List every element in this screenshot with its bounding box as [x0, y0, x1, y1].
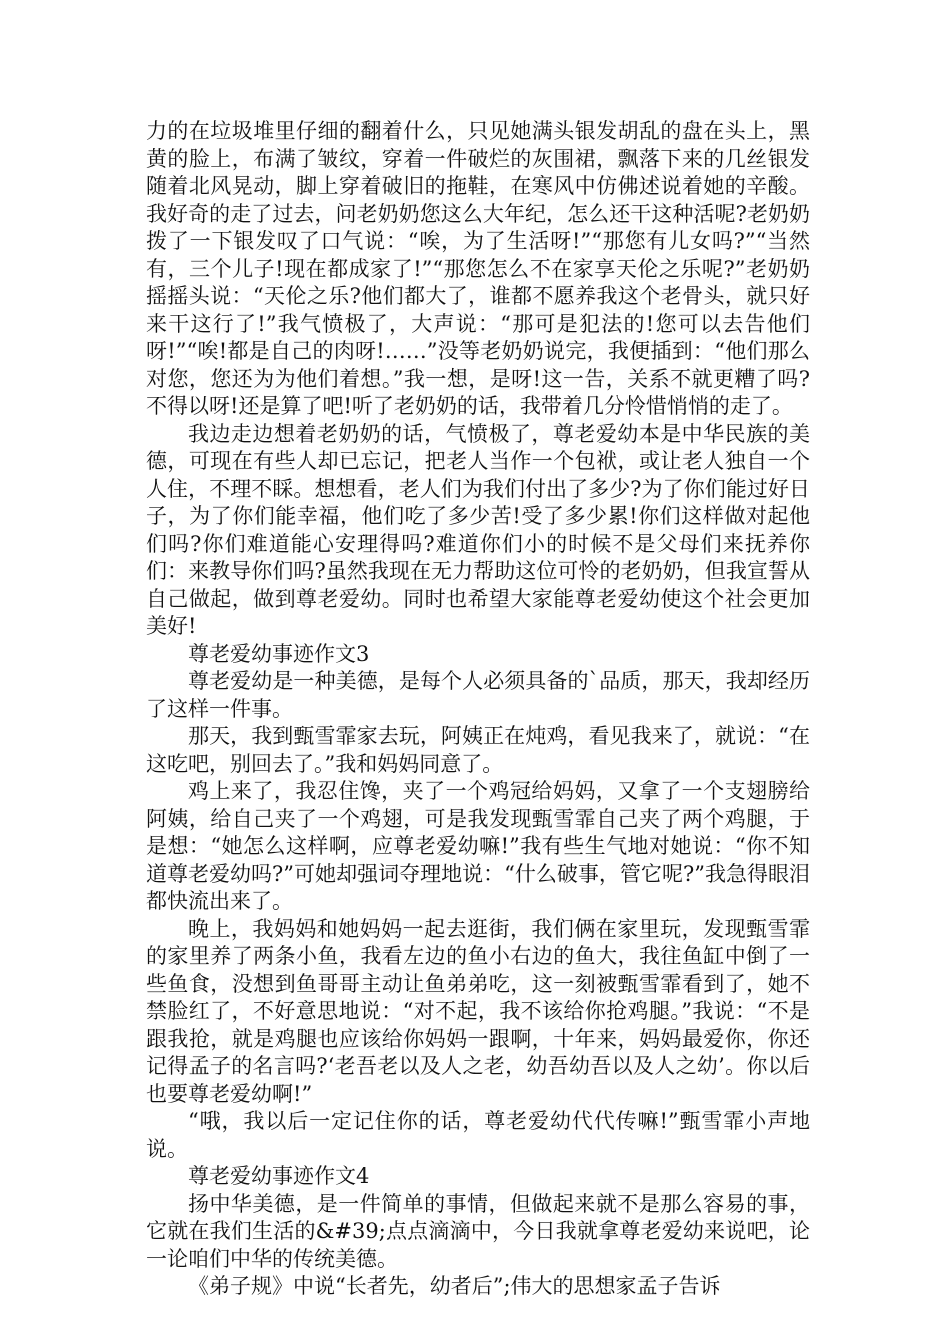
paragraph-1: 力的在垃圾堆里仔细的翻着什么，只见她满头银发胡乱的盘在头上，黑黄的脸上，布满了皱纹，穿着一件破烂的灰围裙，飘落下来的几丝银发随着北风晃动，脚上穿着破旧的拖鞋，在寒风中仿佛述说着她的辛酸。我好奇的走了过去，问老奶奶您这么大年纪，怎么还干这种活呢?老奶奶拨了一下银发叹了口气说：“唉，为了生活呀!”“那您有儿女吗?”“当然有，三个儿子!现在都成家了!”“那您怎么不在家享天伦之乐呢?”老奶奶摇摇头说：“天伦之乐?他们都大了，谁都不愿养我这个老骨头，就只好来干这行了!”我气愤极了，大声说：“那可是犯法的!您可以去告他们呀!”“唉!都是自己的肉呀!……”没等老奶奶说完，我便插到：“他们那么对您，您还为为他们着想。”我一想，是呀!这一告，关系不就更糟了吗?不得以呀!还是算了吧!听了老奶奶的话，我带着几分怜惜悄悄的走了。 [146, 119, 810, 418]
paragraph-6: 晚上，我妈妈和她妈妈一起去逛街，我们俩在家里玩，发现甄雪霏的家里养了两条小鱼，我看左边的鱼小右边的鱼大，我往鱼缸中倒了一些鱼食，没想到鱼哥哥主动让鱼弟弟吃，这一刻被甄雪霏看到了，她不禁脸红了，不好意思地说：“对不起，我不该给你抢鸡腿。”我说：“不是跟我抢，就是鸡腿也应该给你妈妈一跟啊，十年来，妈妈最爱你，你还记得孟子的名言吗?‘老吾老以及人之老，幼吾幼吾以及人之幼’。你以后也要尊老爱幼啊!” [146, 916, 810, 1106]
paragraph-9: 《弟子规》中说“长者先，幼者后”;伟大的思想家孟子告诉 [188, 1274, 721, 1298]
section-heading-4: 尊老爱幼事迹作文4 [188, 1164, 370, 1188]
document-body [146, 118, 810, 1301]
paragraph-2: 我边走边想着老奶奶的话，气愤极了，尊老爱幼本是中华民族的美德，可现在有些人却已忘记，把老人当作一个包袱，或让老人独自一个人住，不理不睬。想想看，老人们为我们付出了多少?为了你们能过好日子，为了你们能幸福，他们吃了多少苦!受了多少累!你们这样做对起他们吗?你们难道能心安理得吗?难道你们小的时候不是父母们来抚养你们：来教导你们吗?虽然我现在无力帮助这位可怜的老奶奶，但我宣誓从自己做起，做到尊老爱幼。同时也希望大家能尊老爱幼使这个社会更加美好! [146, 421, 810, 638]
paragraph-5: 鸡上来了，我忍住馋，夹了一个鸡冠给妈妈，又拿了一个支翅膀给阿姨，给自己夹了一个鸡翅，可是我发现甄雪霏自己夹了两个鸡腿，于是想：“她怎么这样啊，应尊老爱幼嘛!”我有些生气地对她说：“你不知道尊老爱幼吗?”可她却强词夺理地说：“什么破事，管它呢?”我急得眼泪都快流出来了。 [146, 779, 810, 913]
paragraph-4: 那天，我到甄雪霏家去玩，阿姨正在炖鸡，看见我来了，就说：“在这吃吧，别回去了。”我和妈妈同意了。 [146, 724, 810, 776]
paragraph-8: 扬中华美德，是一件简单的事情，但做起来就不是那么容易的事，它就在我们生活的&#39;点点滴滴中，今日我就拿尊老爱幼来说吧，论一论咱们中华的传统美德。 [146, 1191, 810, 1271]
paragraph-3: 尊老爱幼是一种美德，是每个人必须具备的`品质，那天，我却经历了这样一件事。 [146, 669, 810, 721]
section-heading-3: 尊老爱幼事迹作文3 [188, 641, 370, 666]
paragraph-7: “哦，我以后一定记住你的话，尊老爱幼代代传嘛!”甄雪霏小声地说。 [146, 1109, 810, 1161]
